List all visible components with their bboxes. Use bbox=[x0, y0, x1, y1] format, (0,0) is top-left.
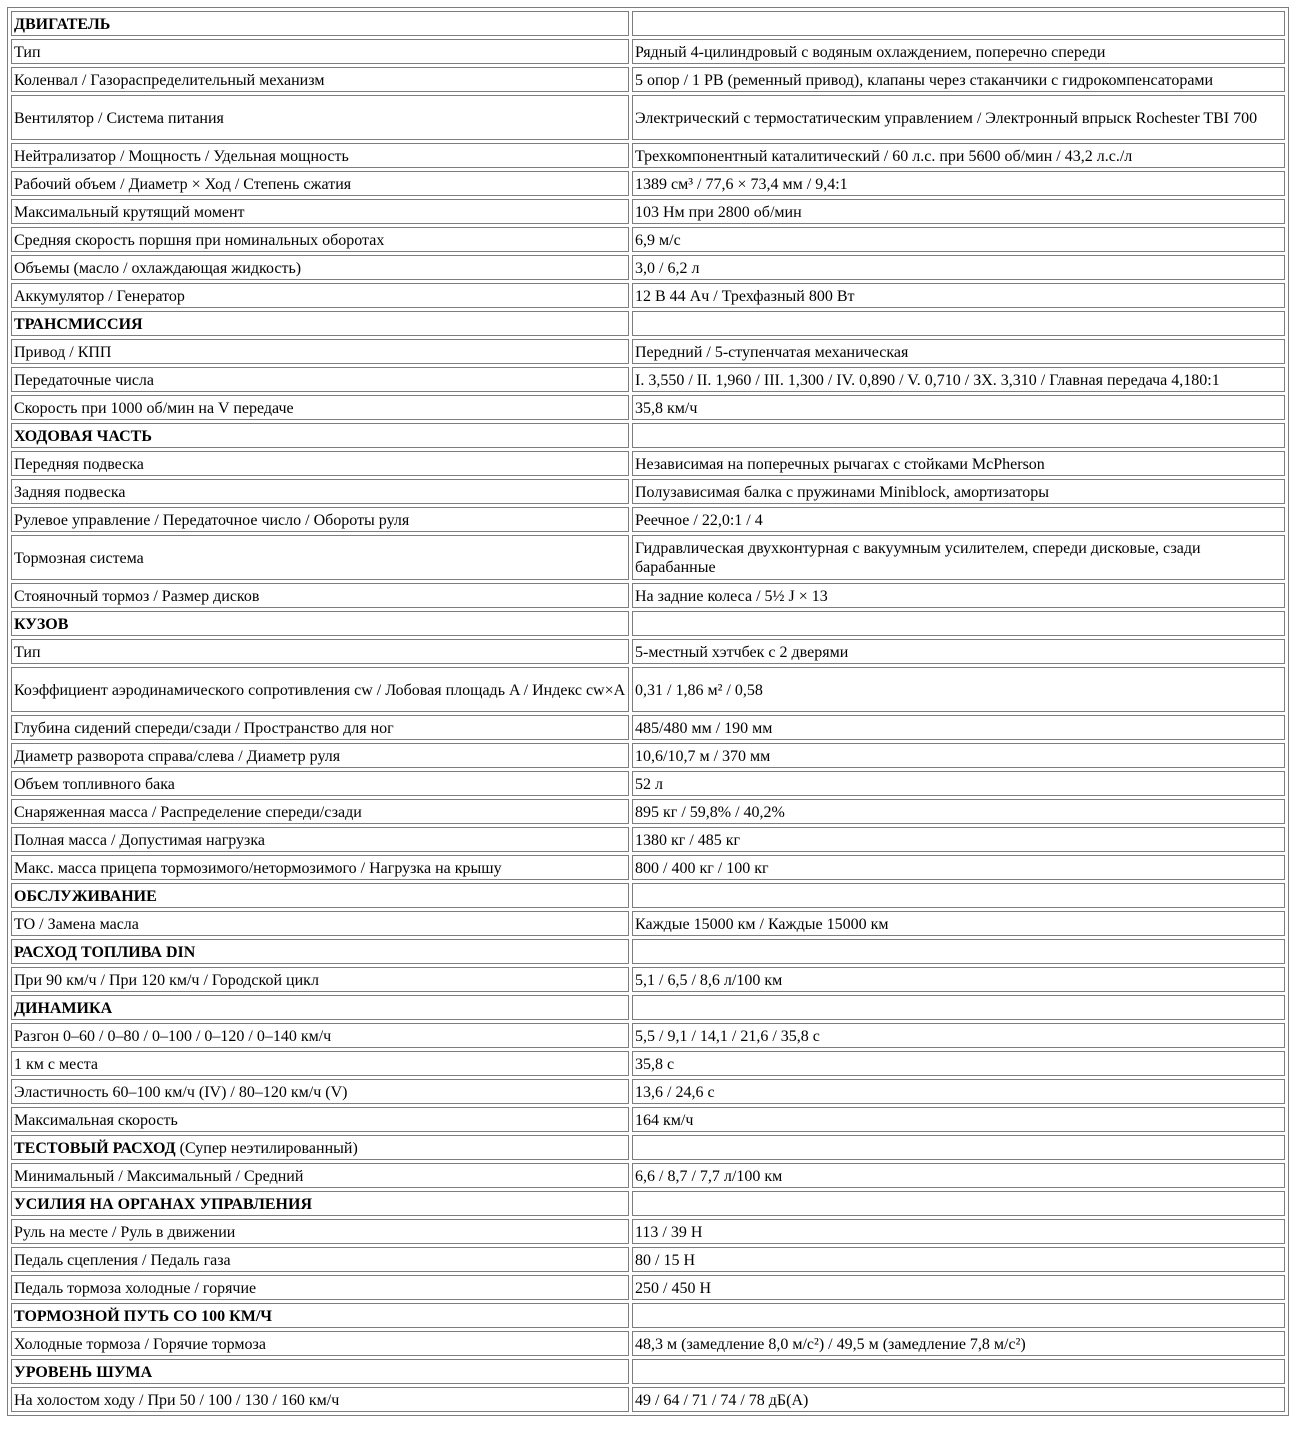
spec-label: Диаметр разворота справа/слева / Диаметр руля bbox=[11, 743, 629, 768]
section-empty-cell bbox=[632, 995, 1285, 1020]
spec-label: Рулевое управление / Передаточное число / Обороты руля bbox=[11, 507, 629, 532]
spec-row bbox=[11, 799, 1285, 824]
spec-label: Тормозная система bbox=[11, 535, 629, 580]
spec-label: Объемы (масло / охлаждающая жидкость) bbox=[11, 255, 629, 280]
spec-row bbox=[11, 339, 1285, 364]
spec-row bbox=[11, 479, 1285, 504]
spec-row bbox=[11, 507, 1285, 532]
spec-value: 80 / 15 Н bbox=[632, 1247, 1285, 1272]
spec-value: Гидравлическая двухконтурная с вакуумным усилителем, спереди дисковые, сзади барабанные bbox=[632, 535, 1285, 580]
spec-value: 52 л bbox=[632, 771, 1285, 796]
spec-row bbox=[11, 367, 1285, 392]
section-title: ТОРМОЗНОЙ ПУТЬ СО 100 КМ/Ч bbox=[14, 1307, 273, 1325]
section-empty-cell bbox=[632, 1135, 1285, 1160]
spec-row bbox=[11, 855, 1285, 880]
spec-label: Нейтрализатор / Мощность / Удельная мощность bbox=[11, 143, 629, 168]
spec-value: 48,3 м (замедление 8,0 м/с²) / 49,5 м (замедление 7,8 м/с²) bbox=[632, 1331, 1285, 1356]
spec-row bbox=[11, 1247, 1285, 1272]
section-empty-cell bbox=[632, 423, 1285, 448]
section-title: УРОВЕНЬ ШУМА bbox=[14, 1363, 153, 1381]
section-title: ТЕСТОВЫЙ РАСХОД bbox=[14, 1139, 176, 1157]
spec-row bbox=[11, 1387, 1285, 1412]
section-header-cell bbox=[11, 939, 629, 964]
spec-label: 1 км с места bbox=[11, 1051, 629, 1076]
spec-row bbox=[11, 1331, 1285, 1356]
section-header-cell bbox=[11, 1191, 629, 1216]
section-header-cell bbox=[11, 1359, 629, 1384]
section-header-cell bbox=[11, 1303, 629, 1328]
spec-value: I. 3,550 / II. 1,960 / III. 1,300 / IV. 0,890 / V. 0,710 / ЗХ. 3,310 / Главная передача 4,180:1 bbox=[632, 367, 1285, 392]
section-empty-cell bbox=[632, 1191, 1285, 1216]
spec-value: 5-местный хэтчбек с 2 дверями bbox=[632, 639, 1285, 664]
spec-value: 12 В 44 Ач / Трехфазный 800 Вт bbox=[632, 283, 1285, 308]
spec-row bbox=[11, 667, 1285, 712]
spec-label: Коленвал / Газораспределительный механизм bbox=[11, 67, 629, 92]
spec-label: На холостом ходу / При 50 / 100 / 130 / 160 км/ч bbox=[11, 1387, 629, 1412]
section-title: РАСХОД ТОПЛИВА DIN bbox=[14, 943, 196, 961]
spec-value: 800 / 400 кг / 100 кг bbox=[632, 855, 1285, 880]
spec-value: 35,8 км/ч bbox=[632, 395, 1285, 420]
spec-label: Рабочий объем / Диаметр × Ход / Степень сжатия bbox=[11, 171, 629, 196]
spec-label: Максимальная скорость bbox=[11, 1107, 629, 1132]
spec-value: 895 кг / 59,8% / 40,2% bbox=[632, 799, 1285, 824]
spec-row bbox=[11, 227, 1285, 252]
spec-value: 113 / 39 Н bbox=[632, 1219, 1285, 1244]
spec-label: Макс. масса прицепа тормозимого/нетормозимого / Нагрузка на крышу bbox=[11, 855, 629, 880]
spec-value: 5 опор / 1 РВ (ременный привод), клапаны через стаканчики с гидрокомпенсаторами bbox=[632, 67, 1285, 92]
spec-row bbox=[11, 1051, 1285, 1076]
spec-value: 485/480 мм / 190 мм bbox=[632, 715, 1285, 740]
section-header-row bbox=[11, 1303, 1285, 1328]
section-empty-cell bbox=[632, 611, 1285, 636]
spec-label: Разгон 0–60 / 0–80 / 0–100 / 0–120 / 0–140 км/ч bbox=[11, 1023, 629, 1048]
spec-row bbox=[11, 1219, 1285, 1244]
spec-label: Педаль тормоза холодные / горячие bbox=[11, 1275, 629, 1300]
spec-row bbox=[11, 283, 1285, 308]
spec-value: Полузависимая балка с пружинами Miniblock, амортизаторы bbox=[632, 479, 1285, 504]
spec-value: Электрический с термостатическим управлением / Электронный впрыск Rochester TBI 700 bbox=[632, 95, 1285, 140]
spec-row bbox=[11, 1163, 1285, 1188]
spec-value: 164 км/ч bbox=[632, 1107, 1285, 1132]
spec-row bbox=[11, 1023, 1285, 1048]
spec-value: На задние колеса / 5½ J × 13 bbox=[632, 583, 1285, 608]
section-header-row bbox=[11, 423, 1285, 448]
spec-row bbox=[11, 39, 1285, 64]
spec-value: 6,6 / 8,7 / 7,7 л/100 км bbox=[632, 1163, 1285, 1188]
spec-value: Независимая на поперечных рычагах с стойками McPherson bbox=[632, 451, 1285, 476]
spec-row bbox=[11, 95, 1285, 140]
section-header-row bbox=[11, 995, 1285, 1020]
spec-label: Максимальный крутящий момент bbox=[11, 199, 629, 224]
spec-label: Педаль сцепления / Педаль газа bbox=[11, 1247, 629, 1272]
spec-table-body bbox=[11, 11, 1285, 1412]
section-title: ДВИГАТЕЛЬ bbox=[14, 15, 111, 33]
spec-label: Задняя подвеска bbox=[11, 479, 629, 504]
section-header-row bbox=[11, 1135, 1285, 1160]
section-header-cell bbox=[11, 995, 629, 1020]
spec-value: 6,9 м/с bbox=[632, 227, 1285, 252]
spec-label: Передаточные числа bbox=[11, 367, 629, 392]
spec-row bbox=[11, 143, 1285, 168]
spec-row bbox=[11, 171, 1285, 196]
section-header-cell bbox=[11, 11, 629, 36]
spec-label: Привод / КПП bbox=[11, 339, 629, 364]
section-header-row bbox=[11, 11, 1285, 36]
spec-label: Скорость при 1000 об/мин на V передаче bbox=[11, 395, 629, 420]
spec-label: Тип bbox=[11, 39, 629, 64]
section-header-row bbox=[11, 311, 1285, 336]
spec-row bbox=[11, 1275, 1285, 1300]
section-note: (Супер неэтилированный) bbox=[175, 1139, 358, 1157]
spec-value: Реечное / 22,0:1 / 4 bbox=[632, 507, 1285, 532]
spec-row bbox=[11, 911, 1285, 936]
spec-row bbox=[11, 967, 1285, 992]
section-header-cell bbox=[11, 1135, 629, 1160]
section-header-cell bbox=[11, 311, 629, 336]
spec-value: 35,8 с bbox=[632, 1051, 1285, 1076]
spec-row bbox=[11, 743, 1285, 768]
spec-value: Трехкомпонентный каталитический / 60 л.с. при 5600 об/мин / 43,2 л.с./л bbox=[632, 143, 1285, 168]
spec-value: 1389 см³ / 77,6 × 73,4 мм / 9,4:1 bbox=[632, 171, 1285, 196]
spec-value: 3,0 / 6,2 л bbox=[632, 255, 1285, 280]
spec-value: 1380 кг / 485 кг bbox=[632, 827, 1285, 852]
spec-label: Эластичность 60–100 км/ч (IV) / 80–120 км/ч (V) bbox=[11, 1079, 629, 1104]
spec-row bbox=[11, 255, 1285, 280]
spec-value: Каждые 15000 км / Каждые 15000 км bbox=[632, 911, 1285, 936]
spec-value: 250 / 450 Н bbox=[632, 1275, 1285, 1300]
section-header-row bbox=[11, 1359, 1285, 1384]
section-title: КУЗОВ bbox=[14, 615, 69, 633]
spec-label: Снаряженная масса / Распределение спереди/сзади bbox=[11, 799, 629, 824]
spec-row bbox=[11, 451, 1285, 476]
spec-value: 103 Нм при 2800 об/мин bbox=[632, 199, 1285, 224]
spec-value: 10,6/10,7 м / 370 мм bbox=[632, 743, 1285, 768]
spec-label: При 90 км/ч / При 120 км/ч / Городской цикл bbox=[11, 967, 629, 992]
spec-value: Передний / 5-ступенчатая механическая bbox=[632, 339, 1285, 364]
spec-label: Минимальный / Максимальный / Средний bbox=[11, 1163, 629, 1188]
spec-label: Полная масса / Допустимая нагрузка bbox=[11, 827, 629, 852]
section-empty-cell bbox=[632, 1303, 1285, 1328]
section-title: ОБСЛУЖИВАНИЕ bbox=[14, 887, 157, 905]
section-header-cell bbox=[11, 611, 629, 636]
spec-value: Рядный 4-цилиндровый с водяным охлаждением, поперечно спереди bbox=[632, 39, 1285, 64]
section-header-row bbox=[11, 883, 1285, 908]
spec-label: Глубина сидений спереди/сзади / Пространство для ног bbox=[11, 715, 629, 740]
spec-value: 5,1 / 6,5 / 8,6 л/100 км bbox=[632, 967, 1285, 992]
spec-label: Коэффициент аэродинамического сопротивления cw / Лобовая площадь A / Индекс cw×A bbox=[11, 667, 629, 712]
section-header-row bbox=[11, 939, 1285, 964]
spec-value: 0,31 / 1,86 м² / 0,58 bbox=[632, 667, 1285, 712]
spec-row bbox=[11, 67, 1285, 92]
spec-label: Аккумулятор / Генератор bbox=[11, 283, 629, 308]
section-title: ДИНАМИКА bbox=[14, 999, 113, 1017]
spec-label: Холодные тормоза / Горячие тормоза bbox=[11, 1331, 629, 1356]
section-empty-cell bbox=[632, 1359, 1285, 1384]
section-title: УСИЛИЯ НА ОРГАНАХ УПРАВЛЕНИЯ bbox=[14, 1195, 312, 1213]
spec-row bbox=[11, 771, 1285, 796]
spec-label: Объем топливного бака bbox=[11, 771, 629, 796]
spec-label: Средняя скорость поршня при номинальных оборотах bbox=[11, 227, 629, 252]
spec-label: Вентилятор / Система питания bbox=[11, 95, 629, 140]
spec-value: 49 / 64 / 71 / 74 / 78 дБ(A) bbox=[632, 1387, 1285, 1412]
spec-value: 5,5 / 9,1 / 14,1 / 21,6 / 35,8 с bbox=[632, 1023, 1285, 1048]
section-empty-cell bbox=[632, 311, 1285, 336]
spec-row bbox=[11, 395, 1285, 420]
spec-label: ТО / Замена масла bbox=[11, 911, 629, 936]
spec-table bbox=[7, 7, 1289, 1416]
spec-row bbox=[11, 827, 1285, 852]
section-header-row bbox=[11, 1191, 1285, 1216]
spec-row bbox=[11, 639, 1285, 664]
spec-row bbox=[11, 1079, 1285, 1104]
spec-row bbox=[11, 199, 1285, 224]
section-title: ТРАНСМИССИЯ bbox=[14, 315, 143, 333]
section-empty-cell bbox=[632, 883, 1285, 908]
spec-label: Стояночный тормоз / Размер дисков bbox=[11, 583, 629, 608]
spec-value: 13,6 / 24,6 с bbox=[632, 1079, 1285, 1104]
spec-label: Передняя подвеска bbox=[11, 451, 629, 476]
spec-label: Тип bbox=[11, 639, 629, 664]
section-empty-cell bbox=[632, 11, 1285, 36]
spec-row bbox=[11, 1107, 1285, 1132]
section-header-cell bbox=[11, 883, 629, 908]
section-empty-cell bbox=[632, 939, 1285, 964]
spec-row bbox=[11, 715, 1285, 740]
spec-label: Руль на месте / Руль в движении bbox=[11, 1219, 629, 1244]
spec-row bbox=[11, 583, 1285, 608]
section-header-cell bbox=[11, 423, 629, 448]
section-title: ХОДОВАЯ ЧАСТЬ bbox=[14, 427, 152, 445]
section-header-row bbox=[11, 611, 1285, 636]
spec-row bbox=[11, 535, 1285, 580]
